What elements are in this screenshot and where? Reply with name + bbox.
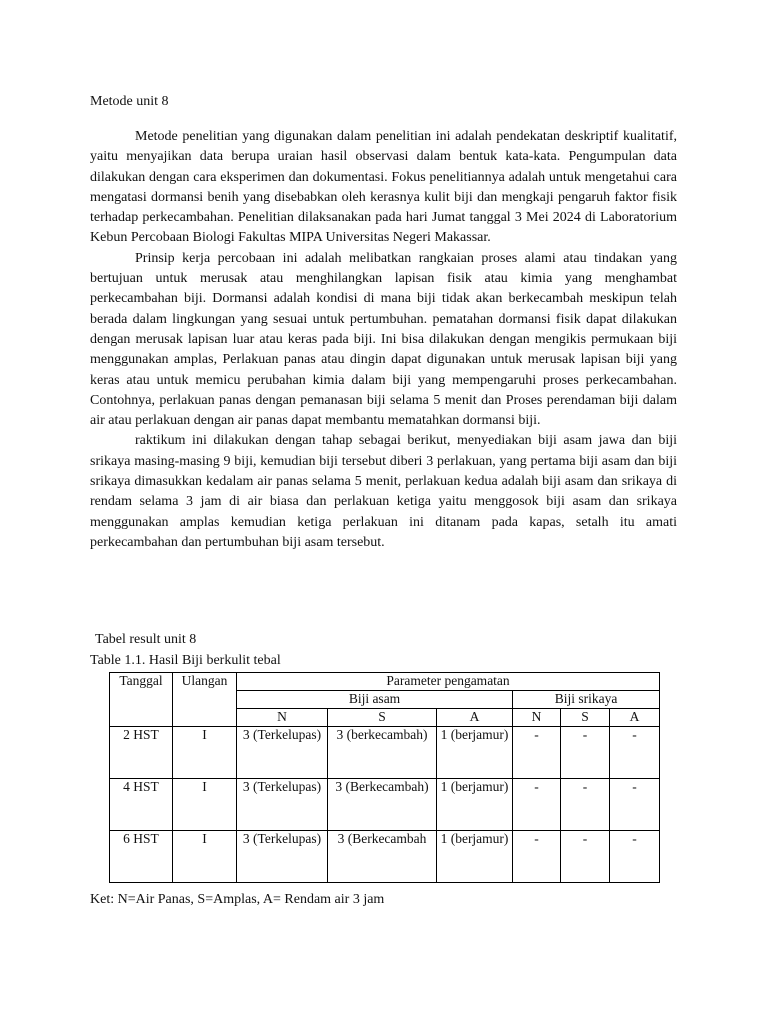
- cell-asam-n: 3 (Terkelupas): [237, 831, 328, 883]
- cell-ulangan: I: [173, 727, 237, 779]
- cell-srikaya-s: -: [561, 727, 610, 779]
- cell-srikaya-s: -: [561, 779, 610, 831]
- cell-asam-a: 1 (berjamur): [437, 727, 513, 779]
- header-biji-srikaya: Biji srikaya: [513, 691, 660, 709]
- cell-asam-s: 3 (berkecambah): [328, 727, 437, 779]
- header-biji-asam: Biji asam: [237, 691, 513, 709]
- header-srikaya-a: A: [610, 709, 660, 727]
- cell-asam-a: 1 (berjamur): [437, 831, 513, 883]
- cell-srikaya-n: -: [513, 831, 561, 883]
- table-header-row-1: [110, 673, 660, 691]
- cell-asam-a: 1 (berjamur): [437, 779, 513, 831]
- cell-srikaya-a: -: [610, 727, 660, 779]
- result-table: [109, 672, 660, 883]
- header-ulangan: Ulangan: [173, 673, 237, 727]
- cell-tanggal: 2 HST: [110, 727, 173, 779]
- table-legend-note: Ket: N=Air Panas, S=Amplas, A= Rendam air 3 jam: [90, 892, 385, 907]
- header-asam-a: A: [437, 709, 513, 727]
- header-srikaya-n: N: [513, 709, 561, 727]
- header-srikaya-s: S: [561, 709, 610, 727]
- paragraph-method: Metode penelitian yang digunakan dalam penelitian ini adalah pendekatan deskriptif kualitatif, yaitu menyajikan data berupa uraian hasil observasi dalam bentuk kata-kata. Pengumpulan data dilakukan dengan cara eksperimen dan dokumentasi. Fokus penelitiannya adalah untuk mengetahui cara mengatasi dormansi benih yang disebabkan oleh kerasnya kulit biji dan mengkaji pengaruh faktor fisik terhadap perkecambahan. Penelitian dilaksanakan pada hari Jumat tanggal 3 Mei 2024 di Laboratorium Kebun Percobaan Biologi Fakultas MIPA Universitas Negeri Makassar.: [90, 129, 677, 246]
- table-row: [110, 779, 660, 831]
- cell-srikaya-a: -: [610, 831, 660, 883]
- table-caption: Table 1.1. Hasil Biji berkulit tebal: [90, 653, 281, 668]
- table-row: [110, 831, 660, 883]
- header-asam-n: N: [237, 709, 328, 727]
- method-body: [90, 127, 677, 553]
- header-tanggal: Tanggal: [110, 673, 173, 727]
- table-row: [110, 727, 660, 779]
- cell-asam-n: 3 (Terkelupas): [237, 779, 328, 831]
- cell-srikaya-n: -: [513, 779, 561, 831]
- cell-srikaya-a: -: [610, 779, 660, 831]
- cell-srikaya-s: -: [561, 831, 610, 883]
- cell-tanggal: 4 HST: [110, 779, 173, 831]
- paragraph-principle: Prinsip kerja percobaan ini adalah melibatkan rangkaian proses alami atau tindakan yang bertujuan untuk merusak atau menghilangkan lapisan fisik atau kimia yang menghambat perkecambahan biji. Dormansi adalah kondisi di mana biji tidak akan berkecambah meskipun telah berada dalam lingkungan yang sesuai untuk pertumbuhan. pematahan dormansi fisik dapat dilakukan dengan merusak lapisan luar atau keras pada biji. Ini bisa dilakukan dengan mengikis permukaan biji menggunakan amplas, Perlakuan panas atau dingin dapat digunakan untuk merusak lapisan biji yang keras atau untuk memicu perubahan kimia dalam biji yang mempengaruhi proses perkecambahan. Contohnya, perlakuan panas dengan pemanasan biji selama 5 menit dan Proses perendaman biji dalam air atau perlakuan dengan air panas dapat membantu mematahkan dormansi biji.: [90, 250, 677, 429]
- table-heading: Tabel result unit 8: [95, 632, 197, 647]
- cell-asam-s: 3 (Berkecambah: [328, 831, 437, 883]
- section-heading: Metode unit 8: [90, 94, 169, 109]
- header-parameter: Parameter pengamatan: [237, 673, 660, 691]
- cell-ulangan: I: [173, 831, 237, 883]
- header-asam-s: S: [328, 709, 437, 727]
- paragraph-procedure: raktikum ini dilakukan dengan tahap sebagai berikut, menyediakan biji asam jawa dan biji srikaya masing-masing 9 biji, kemudian biji tersebut diberi 3 perlakuan, yang pertama biji asam dan biji srikaya dimasukkan kedalam air panas selama 5 menit, perlakuan kedua adalah biji asam dan srikaya di rendam selama 3 jam di air biasa dan perlakuan ketiga yaitu menggosok biji asam dan srikaya menggunakan amplas kemudian ketiga perlakuan ini ditanam pada kapas, setalh itu amati perkecambahan dan pertumbuhan biji asam tersebut.: [90, 433, 677, 550]
- cell-asam-s: 3 (Berkecambah): [328, 779, 437, 831]
- cell-srikaya-n: -: [513, 727, 561, 779]
- cell-tanggal: 6 HST: [110, 831, 173, 883]
- cell-asam-n: 3 (Terkelupas): [237, 727, 328, 779]
- cell-ulangan: I: [173, 779, 237, 831]
